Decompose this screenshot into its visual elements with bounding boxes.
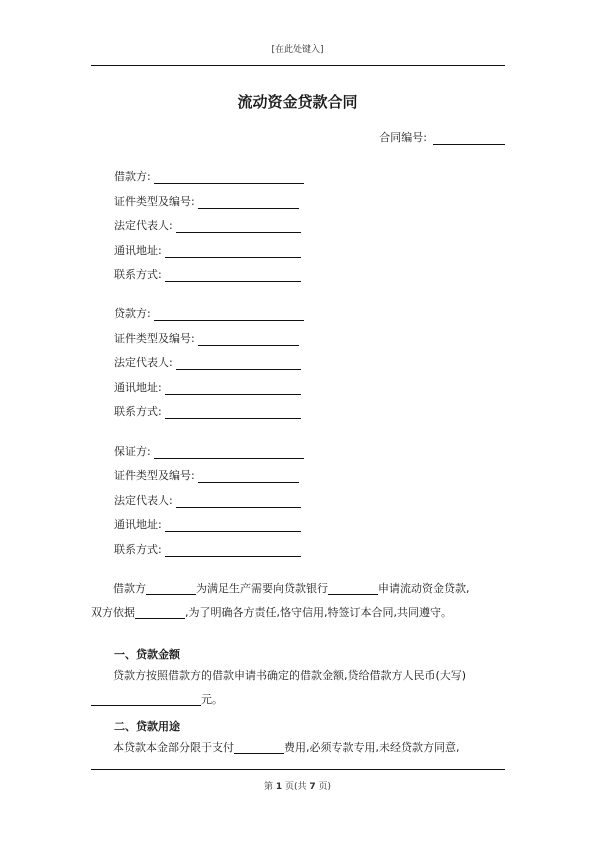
lender-contact-field — [114, 403, 301, 419]
borrower-label: 借款方: — [114, 170, 151, 183]
header-rule — [91, 65, 505, 66]
guarantor-contact-field — [114, 541, 301, 557]
borrower-rep-label: 法定代表人: — [114, 219, 173, 232]
lender-rep-label: 法定代表人: — [114, 356, 173, 369]
section-2-heading: 二、贷款用途 — [114, 720, 180, 733]
guarantor-blank[interactable] — [154, 448, 304, 459]
page-footer — [0, 779, 595, 792]
lender-field — [114, 305, 304, 321]
guarantor-rep-blank[interactable] — [176, 497, 301, 508]
section-1-heading: 一、贷款金额 — [114, 648, 180, 661]
guarantor-rep-label: 法定代表人: — [114, 494, 173, 507]
loan-amount-blank[interactable] — [91, 693, 201, 706]
guarantor-contact-label: 联系方式: — [114, 543, 162, 556]
contract-number-label: 合同编号: — [379, 131, 427, 144]
borrower-rep-blank[interactable] — [176, 222, 301, 233]
borrower-address-field — [114, 242, 301, 258]
section-1-paragraph — [91, 664, 505, 712]
guarantor-id-blank[interactable] — [198, 472, 299, 483]
lender-id-blank[interactable] — [198, 335, 299, 346]
footer-suffix: 页) — [315, 782, 331, 792]
borrower-field — [114, 168, 304, 184]
lender-contact-label: 联系方式: — [114, 405, 162, 418]
intro-text-apply: 申请流动资金贷款, — [378, 582, 470, 595]
section-1-line-2 — [91, 688, 505, 712]
guarantor-label: 保证方: — [114, 445, 151, 458]
section-2-line-1 — [91, 736, 505, 760]
guarantor-address-field — [114, 516, 301, 532]
borrower-id-field — [114, 193, 299, 209]
section-2-text-restriction: 费用,必须专款专用,未经贷款方同意, — [284, 741, 460, 754]
guarantor-rep-field — [114, 492, 301, 508]
lender-address-label: 通讯地址: — [114, 381, 162, 394]
section-2-text-purpose: 本贷款本金部分限于支付 — [113, 741, 234, 754]
guarantor-contact-blank[interactable] — [165, 546, 301, 557]
document-title: 流动资金贷款合同 — [237, 93, 358, 111]
expense-type-blank[interactable] — [234, 741, 284, 754]
page-number: 1 — [275, 782, 283, 792]
intro-text-borrower: 借款方 — [113, 582, 146, 595]
lender-address-field — [114, 379, 301, 395]
section-1-suffix: 元。 — [201, 693, 223, 706]
intro-line-1 — [91, 577, 505, 601]
guarantor-id-field — [114, 467, 299, 483]
borrower-contact-field — [114, 266, 301, 282]
intro-paragraph — [91, 577, 505, 625]
footer-middle: 页(共 — [282, 782, 310, 792]
lender-blank[interactable] — [154, 310, 304, 321]
intro-borrower-blank[interactable] — [146, 582, 196, 595]
borrower-address-label: 通讯地址: — [114, 244, 162, 257]
total-pages: 7 — [309, 782, 316, 792]
section-1-line-1: 贷款方按照借款方的借款申请书确定的借款金额,贷给借款方人民币(大写) — [113, 669, 467, 682]
borrower-id-blank[interactable] — [198, 198, 299, 209]
lender-label: 贷款方: — [114, 307, 151, 320]
section-2-paragraph — [91, 736, 505, 760]
contract-number — [379, 129, 505, 145]
footer-rule — [91, 769, 505, 770]
borrower-address-blank[interactable] — [165, 247, 301, 258]
lender-rep-blank[interactable] — [176, 359, 301, 370]
lender-contact-blank[interactable] — [165, 408, 301, 419]
intro-basis-blank[interactable] — [135, 606, 185, 619]
intro-text-basis: 双方依据 — [91, 606, 135, 619]
lender-address-blank[interactable] — [165, 384, 301, 395]
intro-line-2 — [91, 601, 505, 625]
footer-prefix: 第 — [263, 782, 276, 792]
guarantor-id-label: 证件类型及编号: — [114, 469, 195, 482]
borrower-rep-field — [114, 217, 301, 233]
intro-bank-blank[interactable] — [328, 582, 378, 595]
lender-rep-field — [114, 354, 301, 370]
intro-text-agreement: ,为了明确各方责任,恪守信用,特签订本合同,共同遵守。 — [185, 606, 452, 619]
borrower-blank[interactable] — [154, 173, 304, 184]
intro-text-purpose: 为满足生产需要向贷款银行 — [196, 582, 328, 595]
page-header: [在此处键入] — [271, 45, 324, 55]
borrower-contact-blank[interactable] — [165, 271, 301, 282]
lender-id-field — [114, 330, 299, 346]
guarantor-address-blank[interactable] — [165, 521, 301, 532]
borrower-id-label: 证件类型及编号: — [114, 195, 195, 208]
lender-id-label: 证件类型及编号: — [114, 332, 195, 345]
borrower-contact-label: 联系方式: — [114, 268, 162, 281]
contract-number-blank[interactable] — [433, 132, 505, 145]
guarantor-address-label: 通讯地址: — [114, 518, 162, 531]
guarantor-field — [114, 443, 304, 459]
